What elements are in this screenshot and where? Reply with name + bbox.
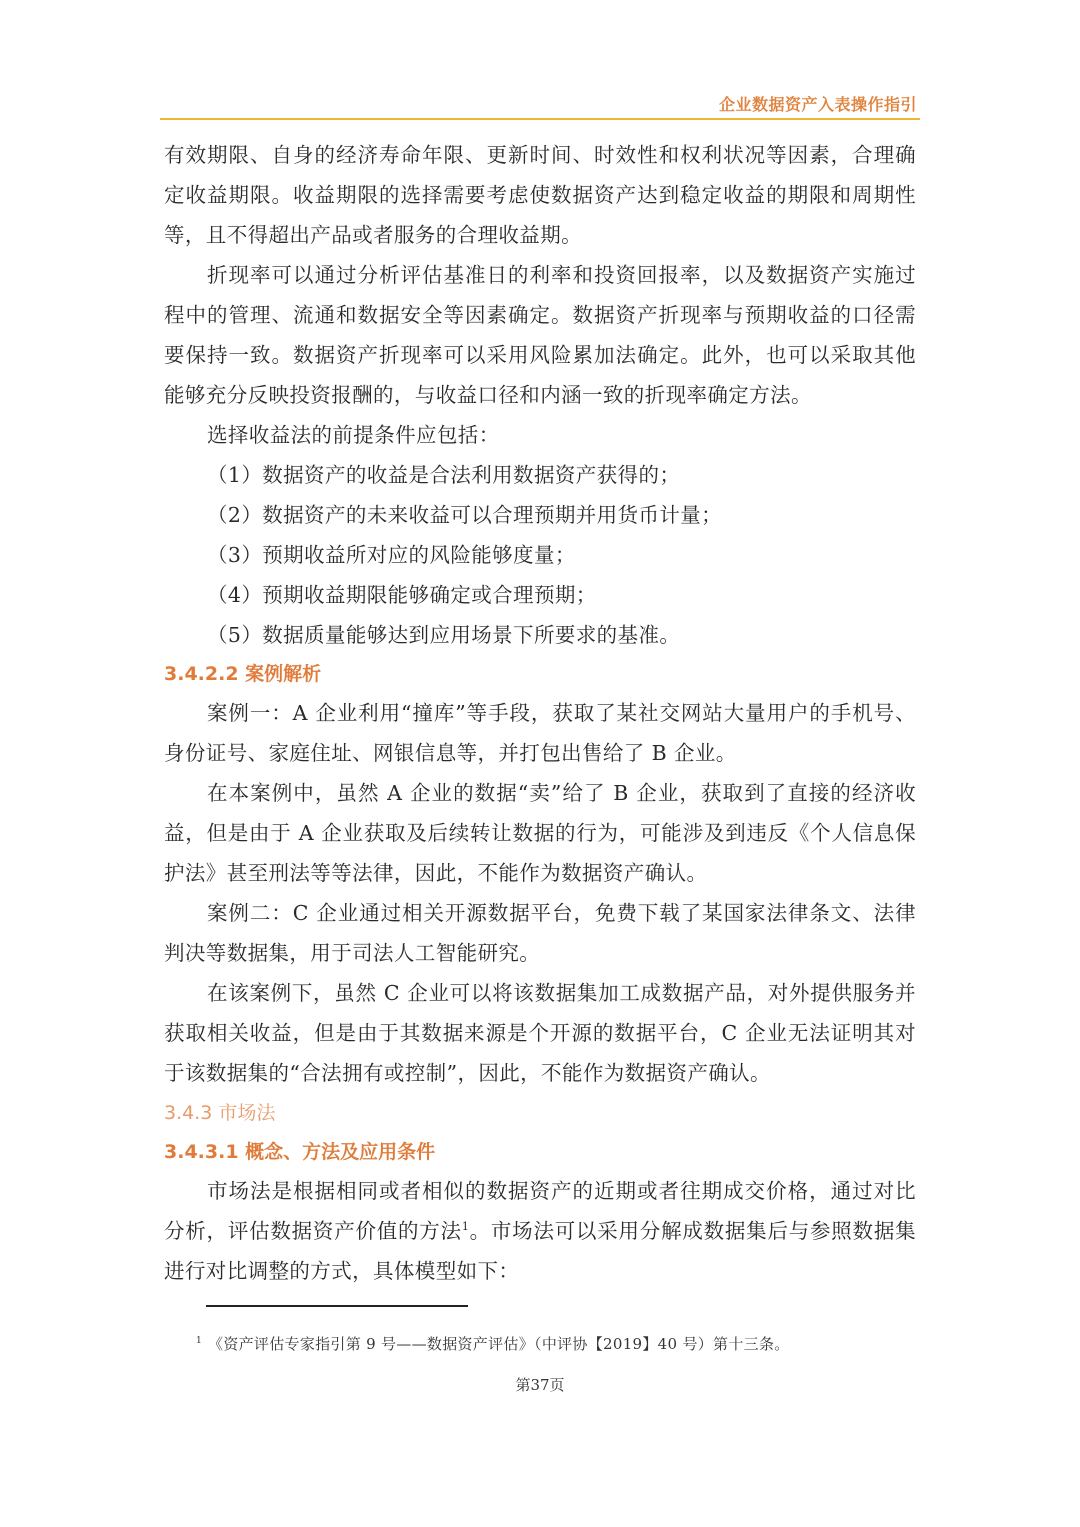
page-body xyxy=(164,135,916,1291)
list-item: （2）数据资产的未来收益可以合理预期并用货币计量； xyxy=(207,503,723,527)
list-item: （3）预期收益所对应的风险能够度量； xyxy=(207,543,576,567)
footnote-divider xyxy=(206,1305,468,1307)
paragraph-case-one: 案例一：A 企业利用“撞库”等手段，获取了某社交网站大量用户的手机号、身份证号、家庭住址、网银信息等，并打包出售给了 B 企业。 xyxy=(164,701,916,765)
paragraph-discount-rate: 折现率可以通过分析评估基准日的利率和投资回报率，以及数据资产实施过程中的管理、流通和数据安全等因素确定。数据资产折现率与预期收益的口径需要保持一致。数据资产折现率可以采用风险累加法确定。此外，也可以采取其他能够充分反映投资报酬的，与收益口径和内涵一致的折现率确定方法。 xyxy=(164,263,916,407)
footnote xyxy=(196,1333,790,1354)
list-item: （4）预期收益期限能够确定或合理预期； xyxy=(207,583,597,607)
header-divider xyxy=(160,118,920,120)
footnote-reference[interactable]: 1 xyxy=(461,1220,470,1234)
paragraph-case-two-analysis: 在该案例下，虽然 C 企业可以将该数据集加工成数据产品，对外提供服务并获取相关收益，但是由于其数据来源是个开源的数据平台，C 企业无法证明其对于该数据集的“合法拥有或控制”，因此，不能作为数据资产确认。 xyxy=(164,981,916,1085)
market-text-a: 市场法是根据相同或者相似的数据资产的近期或者往期成交价格，通过对比分析，评估数据资产价值的方法 xyxy=(164,1179,916,1243)
section-heading-3422: 3.4.2.2 案例解析 xyxy=(164,663,322,685)
paragraph-prerequisites-intro: 选择收益法的前提条件应包括： xyxy=(207,423,500,447)
running-header-title: 企业数据资产入表操作指引 xyxy=(718,95,917,114)
paragraph-case-two: 案例二：C 企业通过相关开源数据平台，免费下载了某国家法律条文、法律判决等数据集，用于司法人工智能研究。 xyxy=(164,901,916,965)
list-item: （1）数据资产的收益是合法利用数据资产获得的； xyxy=(207,463,681,487)
paragraph-case-one-analysis: 在本案例中，虽然 A 企业的数据“卖”给了 B 企业，获取到了直接的经济收益，但是由于 A 企业获取及后续转让数据的行为，可能涉及到违反《个人信息保护法》甚至刑法等等法律，因此，不能作为数据资产确认。 xyxy=(164,781,916,885)
prerequisites-list xyxy=(164,455,916,655)
section-heading-343: 3.4.3 市场法 xyxy=(164,1102,276,1124)
paragraph-market-approach xyxy=(164,1171,916,1291)
footnote-text: 《资产评估专家指引第 9 号——数据资产评估》（中评协【2019】40 号）第十三条。 xyxy=(208,1335,790,1353)
footnote-mark: 1 xyxy=(196,1336,203,1346)
paragraph-income-period: 有效期限、自身的经济寿命年限、更新时间、时效性和权利状况等因素，合理确定收益期限。收益期限的选择需要考虑使数据资产达到稳定收益的期限和周期性等，且不得超出产品或者服务的合理收益期。 xyxy=(164,143,916,247)
page-number: 第37页 xyxy=(515,1376,565,1394)
market-text-b: 。市场法可以采用分解成数据集后与参照数据集进行对比调整的方式，具体模型如下： xyxy=(164,1219,916,1283)
list-item: （5）数据质量能够达到应用场景下所要求的基准。 xyxy=(207,623,681,647)
section-heading-3431: 3.4.3.1 概念、方法及应用条件 xyxy=(164,1141,436,1163)
